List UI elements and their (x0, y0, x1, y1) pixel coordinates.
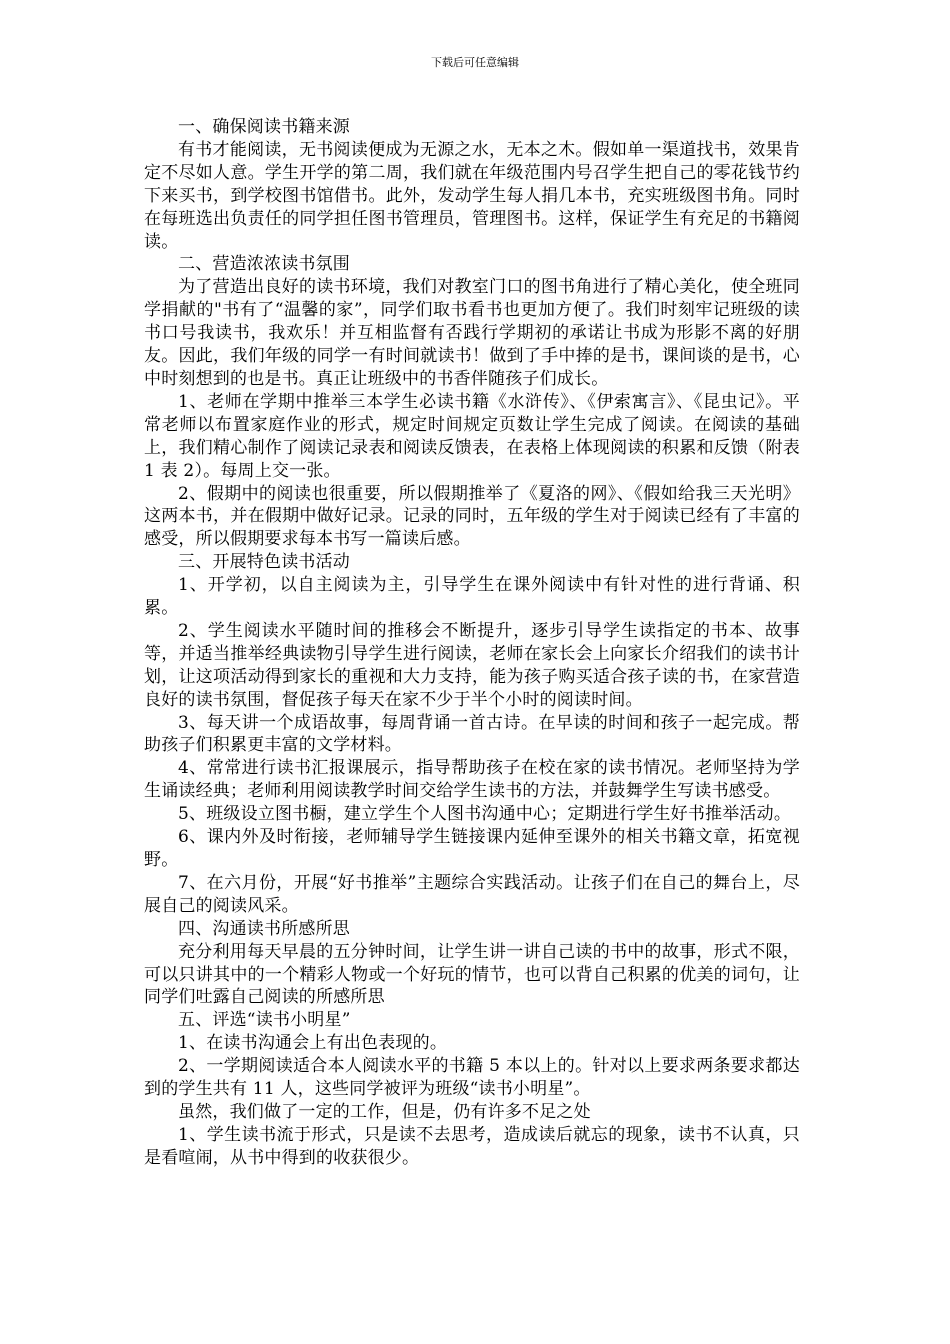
section-heading-1: 一、确保阅读书籍来源 (178, 117, 350, 137)
section-heading-4: 四、沟通读书所感所思 (178, 918, 350, 939)
paragraph: 5、班级设立图书橱，建立学生个人图书沟通中心；定期进行学生好书推举活动。 (178, 804, 792, 825)
paragraph: 为了营造出良好的读书环境，我们对教室门口的图书角进行了精心美化，使全班同学捐献的"书有了“温馨的家”，同学们取书看书也更加方便了。我们时刻牢记班级的读书口号我读书，我欢乐！并互相监督有否践行学期初的承诺让书成为形影不离的好朋友。因此，我们年级的同学一有时间就读书！做到了手中捧的是书，课间谈的是书，心中时刻想到的也是书。真正让班级中的书香伴随孩子们成长。 (144, 277, 800, 389)
paragraph: 虽然，我们做了一定的工作，但是，仍有许多不足之处 (178, 1101, 591, 1122)
paragraph: 2、一学期阅读适合本人阅读水平的书籍 5 本以上的。针对以上要求两条要求都达到的学生共有 11 人，这些同学被评为班级“读书小明星”。 (144, 1056, 800, 1100)
paragraph: 6、课内外及时衔接，老师辅导学生链接课内延伸至课外的相关书籍文章，拓宽视野。 (144, 827, 800, 870)
document-body (144, 116, 800, 1170)
section-heading-2: 二、营造浓浓读书氛围 (178, 254, 350, 275)
paragraph: 1、在读书沟通会上有出色表现的。 (178, 1033, 448, 1054)
paragraph: 4、常常进行读书汇报课展示，指导帮助孩子在校在家的读书情况。老师坚持为学生诵读经典；老师利用阅读教学时间交给学生读书的方法，并鼓舞学生写读书感受。 (144, 758, 800, 802)
paragraph: 充分利用每天早晨的五分钟时间，让学生讲一讲自己读的书中的故事，形式不限，可以只讲其中的一个精彩人物或一个好玩的情节，也可以背自己积累的优美的词句，让同学们吐露自己阅读的所感所思 (144, 941, 800, 1008)
section-heading-3: 三、开展特色读书活动 (178, 552, 350, 573)
paragraph: 1、开学初，以自主阅读为主，引导学生在课外阅读中有针对性的进行背诵、积累。 (144, 575, 800, 619)
paragraph: 3、每天讲一个成语故事，每周背诵一首古诗。在早读的时间和孩子一起完成。帮助孩子们积累更丰富的文学材料。 (144, 712, 800, 756)
paragraph: 2、学生阅读水平随时间的推移会不断提升，逐步引导学生读指定的书本、故事等，并适当推举经典读物引导学生进行阅读，老师在家长会上向家长介绍我们的读书计划，让这项活动得到家长的重视和大力支持，能为孩子购买适合孩子读的书，在家营造良好的读书氛围，督促孩子每天在家不少于半个小时的阅读时间。 (144, 620, 800, 710)
section-heading-5: 五、评选“读书小明星” (178, 1010, 351, 1031)
paragraph: 2、假期中的阅读也很重要，所以假期推举了《夏洛的网》、《假如给我三天光明》这两本书，并在假期中做好记录。记录的同时，五年级的学生对于阅读已经有了丰富的感受，所以假期要求每本书写一篇读后感。 (144, 483, 800, 550)
page-header-note: 下载后可任意编辑 (431, 56, 519, 69)
paragraph: 有书才能阅读，无书阅读便成为无源之水，无本之木。假如单一渠道找书，效果肯定不尽如人意。学生开学的第二周，我们就在年级范围内号召学生把自己的零花钱节约下来买书，到学校图书馆借书。此外，发动学生每人捐几本书，充实班级图书角。同时在每班选出负责任的同学担任图书管理员，管理图书。这样，保证学生有充足的书籍阅读。 (144, 139, 800, 252)
paragraph: 1、学生读书流于形式，只是读不去思考，造成读后就忘的现象，读书不认真，只是看喧闹，从书中得到的收获很少。 (144, 1124, 800, 1168)
paragraph: 1、老师在学期中推举三本学生必读书籍《水浒传》、《伊索寓言》、《昆虫记》。平常老师以布置家庭作业的形式，规定时间规定页数让学生完成了阅读。在阅读的基础上，我们精心制作了阅读记录表和阅读反馈表，在表格上体现阅读的积累和反馈（附表 1 表 2）。每周上交一张。 (144, 391, 800, 481)
paragraph: 7、在六月份，开展“好书推举”主题综合实践活动。让孩子们在自己的舞台上，尽展自己的阅读风采。 (144, 872, 800, 916)
